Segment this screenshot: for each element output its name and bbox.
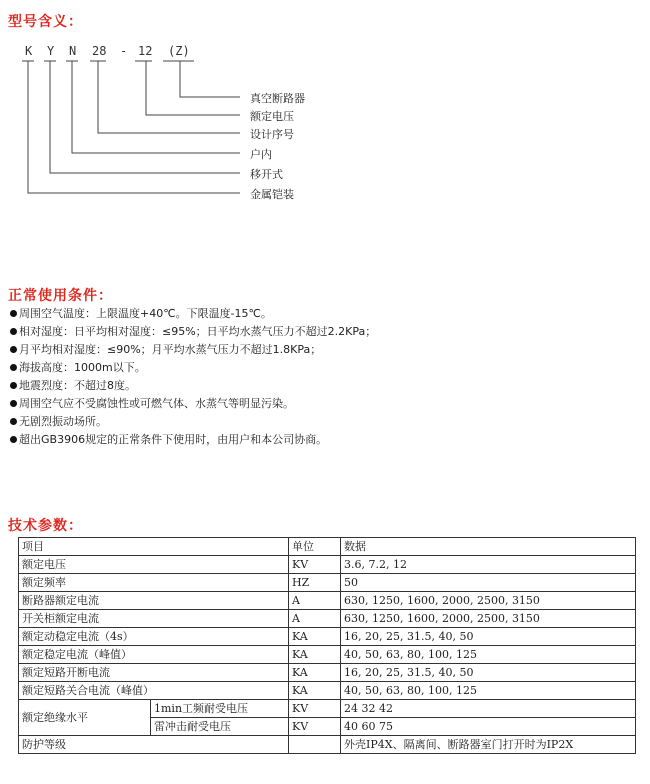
model-code-diagram: [0, 0, 650, 210]
code-letter-n: N: [69, 44, 77, 58]
code-number-28: 28: [92, 44, 107, 58]
cell-item: 防护等级: [19, 736, 289, 754]
cell-unit: KA: [289, 682, 341, 700]
table-row: [19, 556, 636, 574]
code-dash: -: [120, 44, 128, 58]
cell-item: 额定短路开断电流: [19, 664, 289, 682]
condition-item: 无剧烈振动场所。: [10, 413, 107, 429]
meaning-rated-voltage: 额定电压: [250, 110, 294, 123]
condition-item: 月平均相对湿度：≤90%；月平均水蒸气压力不超过1.8KPa；: [10, 341, 321, 357]
condition-item: 超出GB3906规定的正常条件下使用时，由用户和本公司协商。: [10, 431, 327, 447]
cell-data: 40, 50, 63, 80, 100, 125: [341, 682, 636, 700]
cell-data: 40 60 75: [341, 718, 636, 736]
cell-item: 额定频率: [19, 574, 289, 592]
meaning-design-number: 设计序号: [250, 128, 294, 141]
table-row: [19, 646, 636, 664]
cell-data: 3.6, 7.2, 12: [341, 556, 636, 574]
meaning-withdrawable: 移开式: [250, 168, 283, 181]
table-row: [19, 736, 636, 754]
cell-item: 额定短路关合电流（峰值）: [19, 682, 289, 700]
table-row: [19, 700, 636, 718]
cell-data: 外壳IP4X、隔离间、断路器室门打开时为IP2X: [341, 736, 636, 754]
cell-data: 40, 50, 63, 80, 100, 125: [341, 646, 636, 664]
code-letter-y: Y: [47, 44, 55, 58]
bullet-dot-icon: [10, 346, 17, 353]
meaning-metal-clad: 金属铠装: [250, 188, 294, 201]
cell-unit: KV: [289, 556, 341, 574]
bullet-dot-icon: [10, 436, 17, 443]
condition-item: 地震烈度：不超过8度。: [10, 377, 136, 393]
code-letter-k: K: [25, 44, 33, 58]
table-row: [19, 592, 636, 610]
cell-data: 50: [341, 574, 636, 592]
cell-subitem: 1min工频耐受电压: [151, 700, 289, 718]
cell-unit: A: [289, 610, 341, 628]
cell-data: 630, 1250, 1600, 2000, 2500, 3150: [341, 610, 636, 628]
cell-unit: KV: [289, 700, 341, 718]
cell-unit: [289, 736, 341, 754]
model-meaning-heading: 型号含义：: [8, 14, 83, 30]
cell-data: 630, 1250, 1600, 2000, 2500, 3150: [341, 592, 636, 610]
bullet-dot-icon: [10, 364, 17, 371]
cell-item-insulation: 额定绝缘水平: [19, 700, 151, 736]
table-row: [19, 610, 636, 628]
bullet-dot-icon: [10, 418, 17, 425]
bullet-dot-icon: [10, 400, 17, 407]
conditions-heading: 正常使用条件：: [8, 288, 113, 304]
header-unit: 单位: [289, 538, 341, 556]
cell-unit: HZ: [289, 574, 341, 592]
bullet-dot-icon: [10, 310, 17, 317]
meaning-vacuum-breaker: 真空断路器: [250, 92, 305, 105]
cell-unit: KA: [289, 628, 341, 646]
cell-item: 额定动稳定电流（4s）: [19, 628, 289, 646]
code-z-suffix: (Z): [168, 44, 190, 58]
cell-unit: KA: [289, 664, 341, 682]
cell-unit: A: [289, 592, 341, 610]
cell-data: 16, 20, 25, 31.5, 40, 50: [341, 628, 636, 646]
cell-unit: KV: [289, 718, 341, 736]
code-number-12: 12: [138, 44, 153, 58]
table-row: [19, 682, 636, 700]
table-row: [19, 628, 636, 646]
bullet-dot-icon: [10, 328, 17, 335]
cell-item: 断路器额定电流: [19, 592, 289, 610]
bullet-dot-icon: [10, 382, 17, 389]
condition-item: 周围空气温度：上限温度+40℃。下限温度-15℃。: [10, 305, 272, 321]
params-table: [18, 537, 636, 754]
condition-item: 周围空气应不受腐蚀性或可燃气体、水蒸气等明显污染。: [10, 395, 294, 411]
cell-item: 开关柜额定电流: [19, 610, 289, 628]
header-item: 项目: [19, 538, 289, 556]
table-header-row: [19, 538, 636, 556]
cell-data: 16, 20, 25, 31.5, 40, 50: [341, 664, 636, 682]
cell-data: 24 32 42: [341, 700, 636, 718]
condition-item: 相对湿度：日平均相对湿度：≤95%；日平均水蒸气压力不超过2.2KPa；: [10, 323, 376, 339]
cell-subitem: 雷冲击耐受电压: [151, 718, 289, 736]
table-row: [19, 574, 636, 592]
condition-item: 海拔高度：1000m以下。: [10, 359, 146, 375]
cell-item: 额定稳定电流（峰值）: [19, 646, 289, 664]
table-row: [19, 664, 636, 682]
header-data: 数据: [341, 538, 636, 556]
meaning-indoor: 户内: [250, 148, 272, 161]
params-heading: 技术参数：: [8, 518, 83, 534]
cell-item: 额定电压: [19, 556, 289, 574]
cell-unit: KA: [289, 646, 341, 664]
